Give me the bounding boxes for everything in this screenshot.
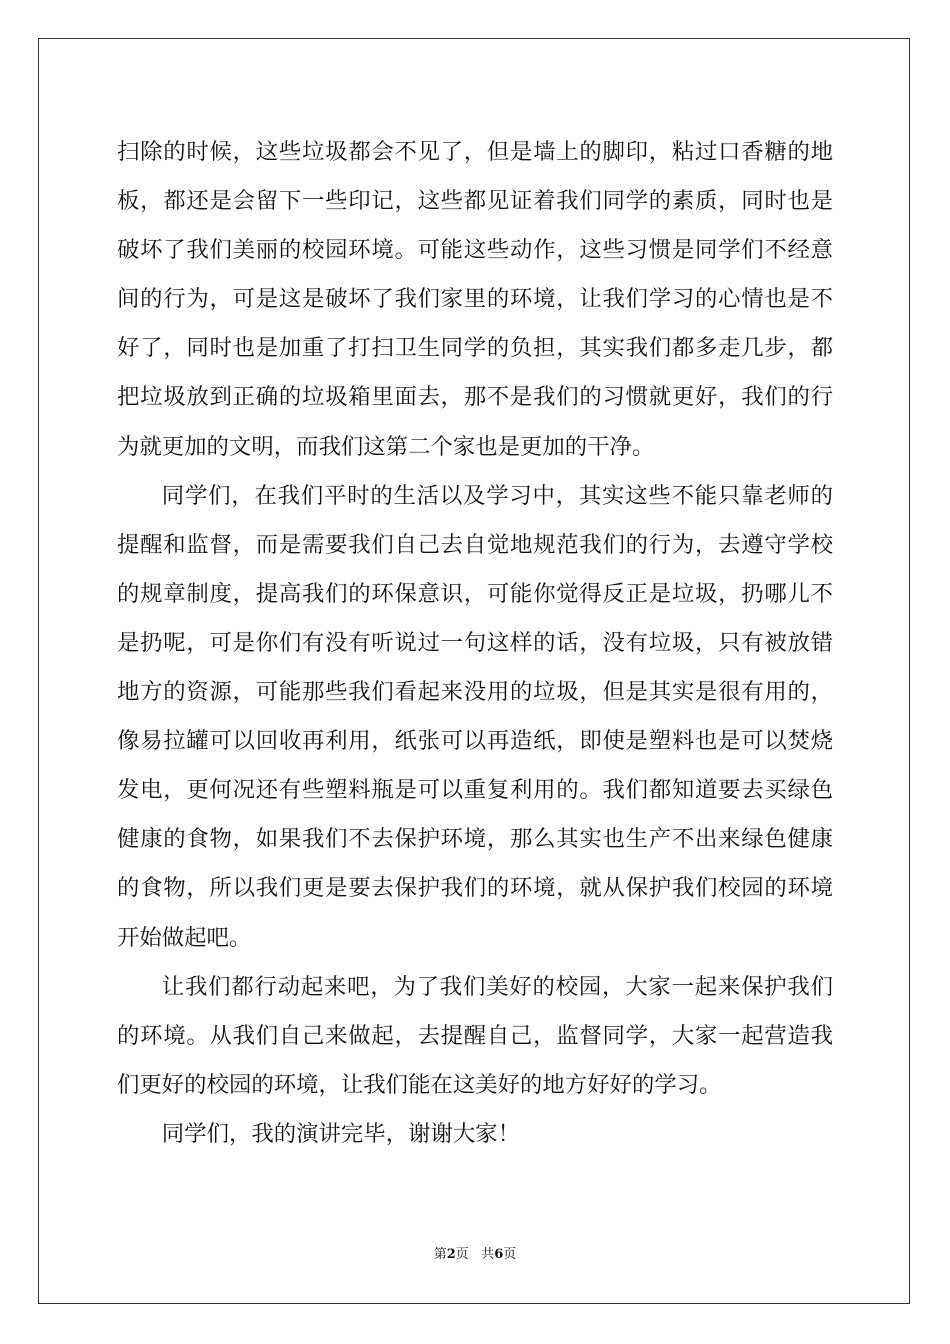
paragraph-2: 同学们，在我们平时的生活以及学习中，其实这些不能只靠老师的提醒和监督，而是需要我们自己去自觉地规范我们的行为，去遵守学校的规章制度，提高我们的环保意识，可能你觉得反正是垃圾，扔哪儿不是扔呢，可是你们有没有听说过一句这样的话，没有垃圾，只有被放错地方的资源，可能那些我们看起来没用的垃圾，但是其实是很有用的，像易拉罐可以回收再利用，纸张可以再造纸，即使是塑料也是可以焚烧发电，更何况还有些塑料瓶是可以重复利用的。我们都知道要去买绿色健康的食物，如果我们不去保护环境，那么其实也生产不出来绿色健康的食物，所以我们更是要去保护我们的环境，就从保护我们校园的环境开始做起吧。 [117, 482, 833, 951]
page-prefix: 第 [433, 1247, 447, 1262]
total-prefix: 共 [481, 1247, 495, 1262]
paragraph-4: 同学们，我的演讲完毕，谢谢大家！ [161, 1120, 521, 1147]
total-page-count: 6 [494, 1247, 504, 1262]
current-page-number: 2 [446, 1247, 456, 1262]
total-suffix: 页 [503, 1247, 517, 1262]
paragraph-3: 让我们都行动起来吧，为了我们美好的校园，大家一起来保护我们的环境。从我们自己来做起，去提醒自己，监督同学，大家一起营造我们更好的校园的环境，让我们能在这美好的地方好好的学习。 [117, 973, 833, 1098]
page-number-footer [0, 1246, 950, 1264]
paragraph-1: 扫除的时候，这些垃圾都会不见了，但是墙上的脚印，粘过口香糖的地板，都还是会留下一些印记，这些都见证着我们同学的素质，同时也是破坏了我们美丽的校园环境。可能这些动作，这些习惯是同学们不经意间的行为，可是这是破坏了我们家里的环境，让我们学习的心情也是不好了，同时也是加重了打扫卫生同学的负担，其实我们都多走几步，都把垃圾放到正确的垃圾箱里面去，那不是我们的习惯就更好，我们的行为就更加的文明，而我们这第二个家也是更加的干净。 [117, 139, 833, 460]
page-suffix: 页 [455, 1247, 469, 1262]
document-body [117, 128, 833, 1159]
